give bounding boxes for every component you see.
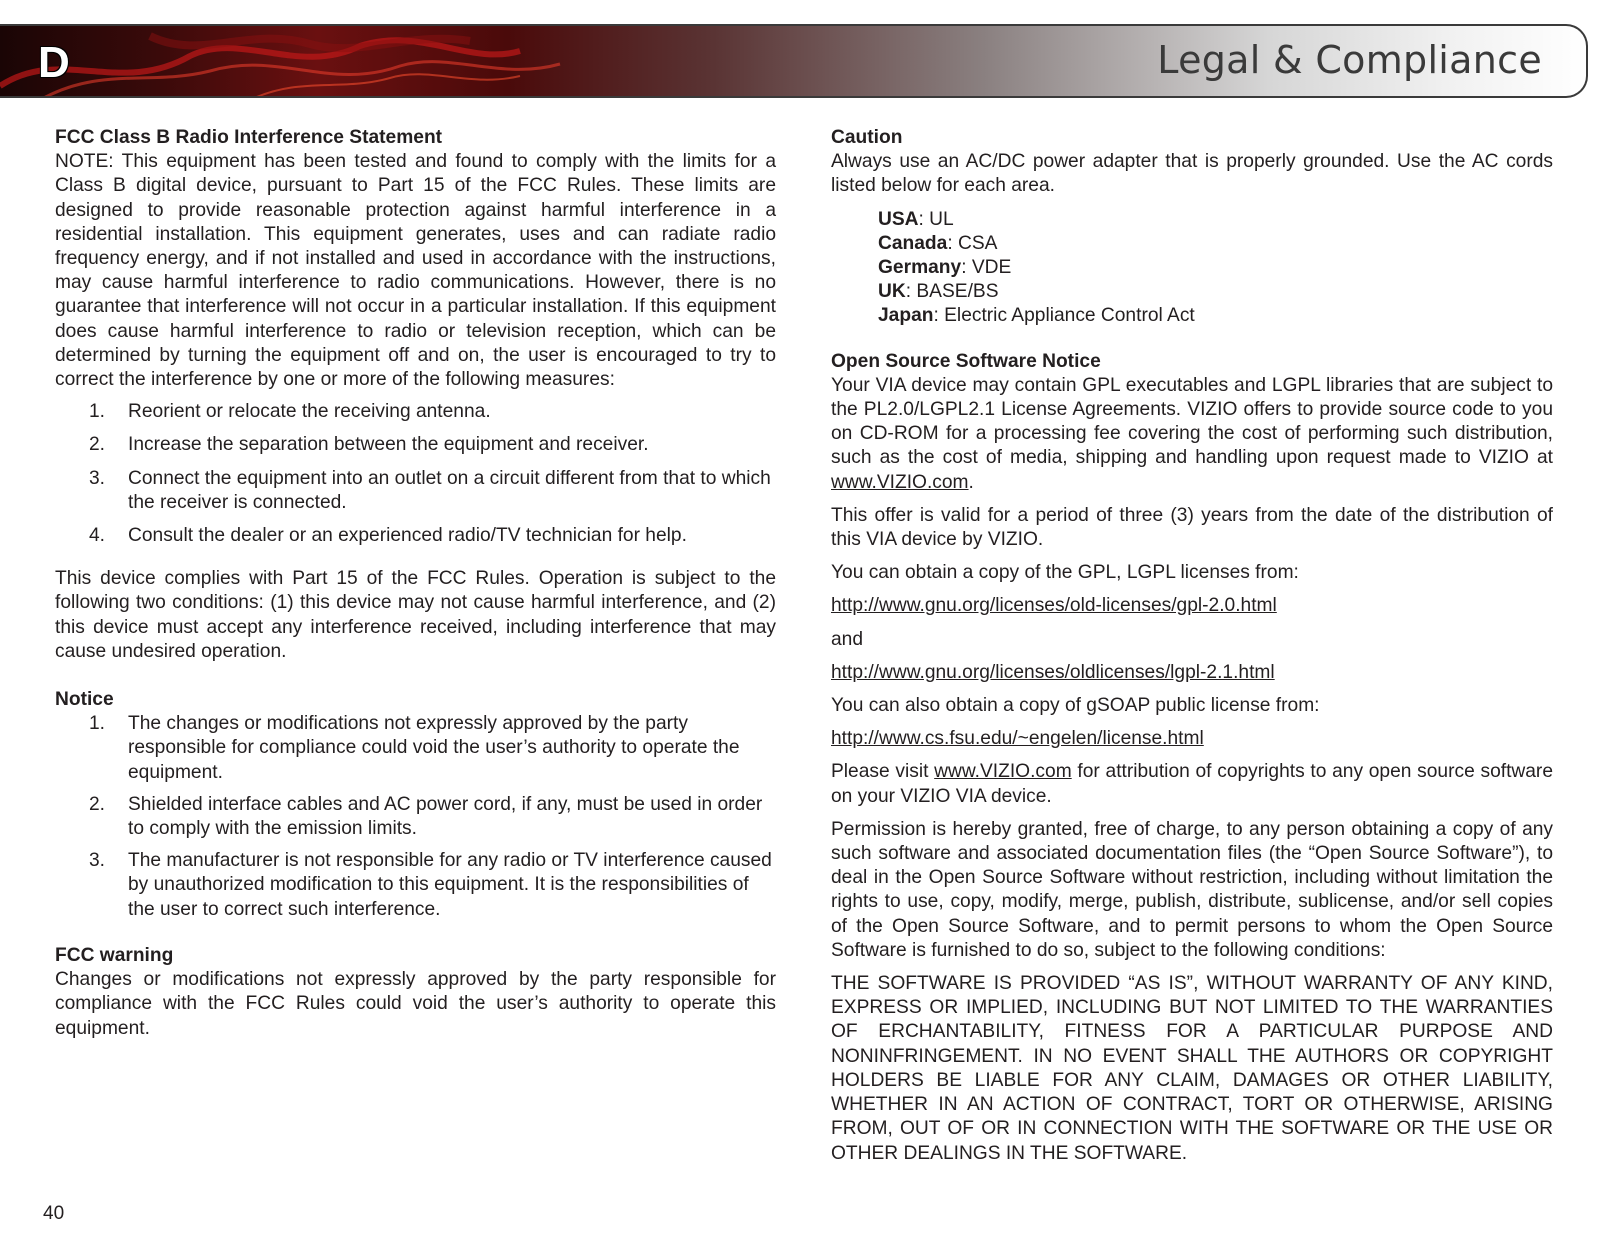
gsoap-text: You can also obtain a copy of gSOAP public license from: (831, 695, 1320, 717)
list-text: Consult the dealer or an experienced radio/TV technician for help. (128, 525, 687, 547)
visit-suffix: for attribution of copyrights to any open source software on your VIZIO VIA device. (831, 761, 1553, 807)
permission-body: Permission is hereby granted, free of charge, to any person obtaining a copy of any such software and associated documentation files (the “Open Source Software”), to deal in the Open Source Software without restriction, including without limitation the rights to use, copy, modify, merge, publish, distribute, sublicense, and/or sell copies of the Open Source Software, and to permit persons to whom the Open Source Software is furnished to do so, subject to the following conditions: (831, 818, 1553, 961)
area-name: Germany (878, 256, 962, 278)
fcc-heading: FCC Class B Radio Interference Statement (55, 127, 443, 148)
list-item (878, 304, 1553, 328)
area-value: : UL (918, 208, 954, 230)
caution-heading: Caution (831, 127, 903, 148)
list-item (55, 467, 776, 515)
oss-heading: Open Source Software Notice (831, 350, 1101, 372)
visit-body (831, 760, 1553, 808)
oss-body (831, 374, 1553, 495)
list-number: 1. (89, 713, 106, 735)
list-number: 2. (89, 434, 106, 456)
oss-body-end: . (968, 471, 974, 493)
list-item (55, 793, 776, 841)
list-item (878, 256, 1553, 280)
area-name: Japan (878, 304, 934, 326)
list-number: 3. (89, 467, 106, 489)
area-value: : Electric Appliance Control Act (933, 304, 1195, 326)
list-number: 4. (89, 525, 106, 547)
area-name: USA (878, 208, 919, 230)
banner-smoke-artwork (0, 26, 700, 98)
obtain-text: You can obtain a copy of the GPL, LGPL licenses from: (831, 562, 1299, 584)
list-item (55, 524, 776, 548)
list-text: Shielded interface cables and AC power cord, if any, must be used in order to comply with the emission limits. (128, 793, 763, 840)
list-text: Increase the separation between the equipment and receiver. (128, 434, 649, 456)
fcc-body: NOTE: This equipment has been tested and found to comply with the limits for a Class B digital device, pursuant to Part 15 of the FCC Rules. These limits are designed to provide reasonable protection against harmful interference in a residential installation. This equipment generates, uses and can radiate radio frequency energy, and if not installed and used in accordance with the instructions, may cause harmful interference to radio communications. However, there is no guarantee that interference will not occur in a particular installation. If this equipment does cause harmful interference to radio or television reception, which can be determined by turning the equipment off and on, the user is encouraged to try to correct the interference by one or more of the following measures: (55, 151, 776, 391)
power-cord-list (831, 208, 1553, 328)
caution-body: Always use an AC/DC power adapter that is properly grounded. Use the AC cords listed below for each area. (831, 151, 1553, 197)
compliance-body: This device complies with Part 15 of the FCC Rules. Operation is subject to the following two conditions: (1) this device may not cause harmful interference, and (2) this device must accept any interference received, including interference that may cause undesired operation. (55, 568, 776, 662)
and-text: and (831, 628, 864, 650)
visit-vizio-link[interactable]: www.VIZIO.com (934, 761, 1072, 783)
list-number: 2. (89, 793, 106, 815)
list-number: 3. (89, 850, 106, 872)
list-text: Reorient or relocate the receiving antenna. (128, 401, 491, 423)
page-number: 40 (43, 1203, 65, 1224)
oss-body-text: Your VIA device may contain GPL executables and LGPL libraries that are subject to the PL2.0/LGPL2.1 License Agreements. VIZIO offers to provide source code to you on CD-ROM for a processing fee covering the cost of performing such distribution, such as the cost of media, shipping and handling upon request made to VIZIO at (831, 374, 1553, 469)
list-item (878, 280, 1553, 304)
page-title: Legal & Compliance (1157, 38, 1542, 82)
list-item (55, 433, 776, 457)
left-column (55, 126, 776, 1041)
section-letter: D (38, 38, 70, 87)
notice-list (55, 712, 776, 922)
notice-heading: Notice (55, 689, 114, 711)
list-text: Connect the equipment into an outlet on a circuit different from that to which the receiver is connected. (128, 467, 771, 513)
list-item (878, 232, 1553, 256)
gpl-link[interactable]: http://www.gnu.org/licenses/old-licenses/gpl-2.0.html (831, 595, 1277, 617)
warning-body: Changes or modifications not expressly approved by the party responsible for compliance with the FCC Rules could void the user’s authority to operate this equipment. (55, 969, 776, 1039)
list-text: The manufacturer is not responsible for any radio or TV interference caused by unauthorized modification to this equipment. It is the responsibilities of the user to correct such interference. (128, 850, 772, 920)
list-item (878, 208, 1553, 232)
visit-prefix: Please visit (831, 761, 935, 783)
warning-heading: FCC warning (55, 944, 174, 966)
area-value: : BASE/BS (905, 280, 999, 302)
list-item (55, 712, 776, 785)
disclaimer-body: THE SOFTWARE IS PROVIDED “AS IS”, WITHOUT WARRANTY OF ANY KIND, EXPRESS OR IMPLIED, INCLUDING BUT NOT LIMITED TO THE WARRANTIES OF ERCHANTABILITY, FITNESS FOR A PARTICULAR PURPOSE AND NONINFRINGEMENT. IN NO EVENT SHALL THE AUTHORS OR COPYRIGHT HOLDERS BE LIABLE FOR ANY CLAIM, DAMAGES OR OTHER LIABILITY, WHETHER IN AN ACTION OF CONTRACT, TORT OR OTHERWISE, ARISING FROM, OUT OF OR IN CONNECTION WITH THE SOFTWARE OR THE USE OR OTHER DEALINGS IN THE SOFTWARE. (831, 973, 1553, 1164)
area-value: : CSA (947, 232, 998, 254)
lgpl-link[interactable]: http://www.gnu.org/licenses/oldlicenses/lgpl-2.1.html (831, 661, 1275, 683)
measures-list (55, 400, 776, 548)
list-text: The changes or modifications not expressly approved by the party responsible for compliance could void the user’s authority to operate the equipment. (128, 713, 740, 783)
offer-body: This offer is valid for a period of three (3) years from the date of the distribution of this VIA device by VIZIO. (831, 504, 1553, 551)
area-name: UK (878, 280, 906, 302)
list-number: 1. (89, 401, 106, 423)
list-item (55, 400, 776, 424)
right-column (831, 126, 1553, 1175)
area-value: : VDE (961, 256, 1012, 278)
gsoap-link[interactable]: http://www.cs.fsu.edu/~engelen/license.html (831, 728, 1204, 750)
vizio-link[interactable]: www.VIZIO.com (831, 471, 969, 493)
list-item (55, 849, 776, 922)
area-name: Canada (878, 232, 948, 254)
chapter-banner (0, 24, 1588, 98)
